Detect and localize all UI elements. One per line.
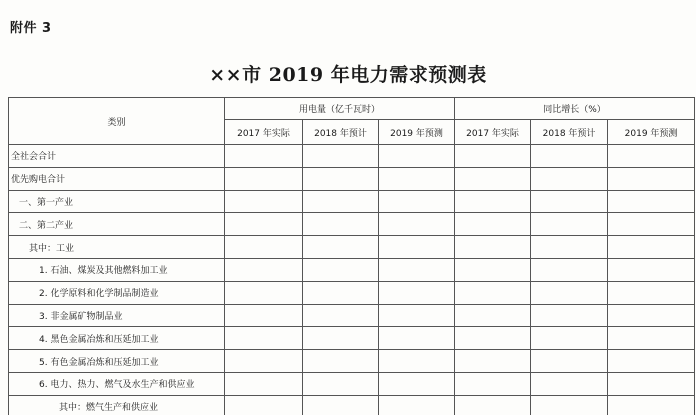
data-cell[interactable] <box>608 213 695 236</box>
data-cell[interactable] <box>303 372 379 395</box>
data-cell[interactable] <box>608 190 695 213</box>
year-header: 2019 年预测 <box>608 120 695 145</box>
table-row <box>9 395 695 415</box>
data-cell[interactable] <box>379 258 455 281</box>
data-cell[interactable] <box>303 395 379 415</box>
data-cell[interactable] <box>379 350 455 373</box>
data-cell[interactable] <box>225 350 303 373</box>
year-header: 2018 年预计 <box>303 120 379 145</box>
table-row <box>9 190 695 213</box>
data-cell[interactable] <box>225 395 303 415</box>
table-row <box>9 372 695 395</box>
data-cell[interactable] <box>608 304 695 327</box>
data-cell[interactable] <box>455 167 531 190</box>
data-cell[interactable] <box>379 372 455 395</box>
data-cell[interactable] <box>531 145 608 168</box>
data-cell[interactable] <box>303 213 379 236</box>
table-row <box>9 236 695 259</box>
consumption-group-header: 用电量（亿千瓦时） <box>225 98 455 120</box>
data-cell[interactable] <box>303 350 379 373</box>
attachment-label: 附件 3 <box>10 21 52 36</box>
data-cell[interactable] <box>531 258 608 281</box>
table-row <box>9 258 695 281</box>
row-label: 2. 化学原料和化学制品制造业 <box>9 281 225 304</box>
data-cell[interactable] <box>379 213 455 236</box>
data-cell[interactable] <box>455 395 531 415</box>
data-cell[interactable] <box>225 213 303 236</box>
year-header: 2018 年预计 <box>531 120 608 145</box>
data-cell[interactable] <box>455 258 531 281</box>
data-cell[interactable] <box>608 372 695 395</box>
data-cell[interactable] <box>225 281 303 304</box>
data-cell[interactable] <box>608 350 695 373</box>
data-cell[interactable] <box>531 327 608 350</box>
table-row <box>9 167 695 190</box>
power-demand-table <box>8 97 695 415</box>
growth-group-header: 同比增长（%） <box>455 98 695 120</box>
data-cell[interactable] <box>531 236 608 259</box>
data-cell[interactable] <box>379 236 455 259</box>
data-cell[interactable] <box>608 167 695 190</box>
table-row <box>9 304 695 327</box>
data-cell[interactable] <box>225 304 303 327</box>
data-cell[interactable] <box>379 190 455 213</box>
data-cell[interactable] <box>303 258 379 281</box>
row-label: 一、第一产业 <box>9 190 225 213</box>
data-cell[interactable] <box>608 327 695 350</box>
row-label: 1. 石油、煤炭及其他燃料加工业 <box>9 258 225 281</box>
table-row <box>9 350 695 373</box>
data-cell[interactable] <box>531 304 608 327</box>
data-cell[interactable] <box>531 167 608 190</box>
data-cell[interactable] <box>531 213 608 236</box>
data-cell[interactable] <box>303 327 379 350</box>
data-cell[interactable] <box>303 304 379 327</box>
data-cell[interactable] <box>225 258 303 281</box>
data-cell[interactable] <box>303 167 379 190</box>
data-cell[interactable] <box>225 327 303 350</box>
row-label: 全社会合计 <box>9 145 225 168</box>
data-cell[interactable] <box>608 258 695 281</box>
row-label: 二、第二产业 <box>9 213 225 236</box>
data-cell[interactable] <box>379 395 455 415</box>
data-cell[interactable] <box>455 145 531 168</box>
data-cell[interactable] <box>531 395 608 415</box>
data-cell[interactable] <box>225 167 303 190</box>
data-cell[interactable] <box>379 304 455 327</box>
data-cell[interactable] <box>225 236 303 259</box>
row-label: 优先购电合计 <box>9 167 225 190</box>
table-row <box>9 213 695 236</box>
data-cell[interactable] <box>455 190 531 213</box>
header-row-groups <box>9 98 695 120</box>
row-label: 5. 有色金属冶炼和压延加工业 <box>9 350 225 373</box>
row-label: 6. 电力、热力、燃气及水生产和供应业 <box>9 372 225 395</box>
row-label: 4. 黑色金属冶炼和压延加工业 <box>9 327 225 350</box>
row-label: 3. 非金属矿物制品业 <box>9 304 225 327</box>
data-cell[interactable] <box>608 145 695 168</box>
table-row <box>9 281 695 304</box>
data-cell[interactable] <box>455 327 531 350</box>
year-header: 2017 年实际 <box>455 120 531 145</box>
data-cell[interactable] <box>531 281 608 304</box>
data-cell[interactable] <box>379 167 455 190</box>
data-cell[interactable] <box>531 350 608 373</box>
data-cell[interactable] <box>455 236 531 259</box>
table-row <box>9 327 695 350</box>
year-header: 2017 年实际 <box>225 120 303 145</box>
data-cell[interactable] <box>455 213 531 236</box>
data-cell[interactable] <box>225 372 303 395</box>
data-cell[interactable] <box>455 350 531 373</box>
data-cell[interactable] <box>303 236 379 259</box>
data-cell[interactable] <box>608 395 695 415</box>
data-cell[interactable] <box>303 190 379 213</box>
row-label: 其中：燃气生产和供应业 <box>9 395 225 415</box>
data-cell[interactable] <box>608 236 695 259</box>
data-cell[interactable] <box>303 145 379 168</box>
data-cell[interactable] <box>379 281 455 304</box>
data-cell[interactable] <box>225 190 303 213</box>
data-cell[interactable] <box>608 281 695 304</box>
data-cell[interactable] <box>531 190 608 213</box>
data-cell[interactable] <box>531 372 608 395</box>
data-cell[interactable] <box>455 372 531 395</box>
data-cell[interactable] <box>303 281 379 304</box>
data-cell[interactable] <box>455 281 531 304</box>
year-header: 2019 年预测 <box>379 120 455 145</box>
data-cell[interactable] <box>455 304 531 327</box>
table-body <box>9 145 695 415</box>
document-title: ××市 2019 年电力需求预测表 <box>209 64 487 86</box>
row-label: 其中：工业 <box>9 236 225 259</box>
data-cell[interactable] <box>379 145 455 168</box>
table-row <box>9 145 695 168</box>
data-cell[interactable] <box>225 145 303 168</box>
category-header: 类别 <box>9 98 225 145</box>
data-cell[interactable] <box>379 327 455 350</box>
